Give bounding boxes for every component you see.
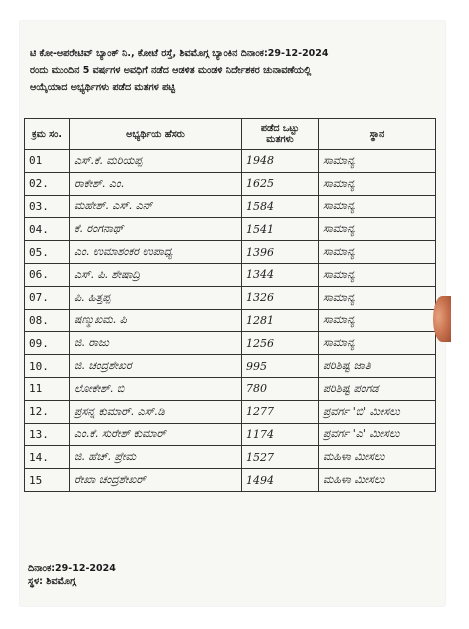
name-cell: ಮಹೇಶ್. ಎಸ್. ಎನ್ xyxy=(70,195,242,218)
category-cell: ಸಾಮಾನ್ಯ xyxy=(319,150,436,173)
votes-cell: 1527 xyxy=(242,446,319,469)
serial-cell: 15 xyxy=(25,469,70,492)
votes-cell: 1948 xyxy=(242,150,319,173)
name-cell: ರೇಖಾ ಚಂದ್ರಶೇಖರ್ xyxy=(70,469,242,492)
serial-cell: 03. xyxy=(25,195,70,218)
table-row xyxy=(25,423,436,446)
serial-cell: 13. xyxy=(25,423,70,446)
serial-cell: 11 xyxy=(25,377,70,400)
table-row xyxy=(25,469,436,492)
votes-cell: 780 xyxy=(242,377,319,400)
name-cell: ಎಸ್. ಪಿ. ಶೇಷಾದ್ರಿ xyxy=(70,263,242,286)
table-row xyxy=(25,150,436,173)
votes-cell: 1277 xyxy=(242,400,319,423)
table-row xyxy=(25,218,436,241)
votes-cell: 1174 xyxy=(242,423,319,446)
footer-place: ಸ್ಥಳ: ಶಿವಮೊಗ್ಗ xyxy=(28,576,76,587)
name-cell: ಎಂ. ಉಮಾಶಂಕರ ಉಪಾಧ್ಯ xyxy=(70,241,242,264)
table-row xyxy=(25,309,436,332)
serial-cell: 07. xyxy=(25,286,70,309)
votes-cell: 1541 xyxy=(242,218,319,241)
name-cell: ಎಸ್.ಕೆ. ಮರಿಯಪ್ಪ xyxy=(70,150,242,173)
table-row xyxy=(25,355,436,378)
heading-line-2: ರಂದು ಮುಂದಿನ 5 ವರ್ಷಗಳ ಅವಧಿಗೆ ನಡೆದ ಆಡಳಿತ ಮಂಡಳಿ ನಿರ್ದೇಶಕರ ಚುನಾವಣೆಯಲ್ಲಿ xyxy=(30,65,312,76)
votes-cell: 1584 xyxy=(242,195,319,218)
name-cell: ಪ್ರಸನ್ನ ಕುಮಾರ್. ಎಸ್.ಡಿ xyxy=(70,400,242,423)
votes-cell: 1256 xyxy=(242,332,319,355)
name-cell: ಜಿ. ಚಂದ್ರಶೇಖರ xyxy=(70,355,242,378)
table-row xyxy=(25,172,436,195)
finger-photo-edge xyxy=(433,296,451,342)
header-name: ಅಭ್ಯರ್ಥಿಯ ಹೆಸರು xyxy=(70,119,242,150)
category-cell: ಸಾಮಾನ್ಯ xyxy=(319,332,436,355)
table-row xyxy=(25,332,436,355)
table-body xyxy=(25,150,436,492)
category-cell: ಪರಿಶಿಷ್ಟ ಜಾತಿ xyxy=(319,355,436,378)
name-cell: ರಾಕೇಶ್. ಎಂ. xyxy=(70,172,242,195)
table-row xyxy=(25,377,436,400)
serial-cell: 01 xyxy=(25,150,70,173)
table-header-row xyxy=(25,119,436,150)
name-cell: ಲೋಕೇಶ್. ಬಿ xyxy=(70,377,242,400)
serial-cell: 12. xyxy=(25,400,70,423)
votes-cell: 1326 xyxy=(242,286,319,309)
votes-cell: 1281 xyxy=(242,309,319,332)
serial-cell: 06. xyxy=(25,263,70,286)
serial-cell: 14. xyxy=(25,446,70,469)
category-cell: ಪ್ರವರ್ಗ 'ಎ' ಮೀಸಲು xyxy=(319,423,436,446)
footer-date: ದಿನಾಂಕ:29-12-2024 xyxy=(28,563,116,574)
votes-cell: 1396 xyxy=(242,241,319,264)
table-row xyxy=(25,241,436,264)
serial-cell: 10. xyxy=(25,355,70,378)
serial-cell: 02. xyxy=(25,172,70,195)
heading-line-1: ಟಿ ಕೋ-ಆಪರೇಟಿವ್ ಬ್ಯಾಂಕ್ ನಿ., ಕೋಟೆ ರಸ್ತೆ, ಶಿವಮೊಗ್ಗ ಬ್ಯಾಂಕಿನ ದಿನಾಂಕ:29-12-2024 xyxy=(30,48,329,59)
name-cell: ಜಿ. ಹೆಚ್. ಪ್ರೇಮ xyxy=(70,446,242,469)
category-cell: ಪ್ರವರ್ಗ 'ಬಿ' ಮೀಸಲು xyxy=(319,400,436,423)
category-cell: ಸಾಮಾನ್ಯ xyxy=(319,218,436,241)
category-cell: ಸಾಮಾನ್ಯ xyxy=(319,241,436,264)
document-page xyxy=(20,21,445,606)
election-results-table xyxy=(24,118,436,492)
name-cell: ಷಣ್ಮುಖಮ. ಪಿ xyxy=(70,309,242,332)
votes-cell: 1344 xyxy=(242,263,319,286)
document-footer xyxy=(28,562,116,588)
header-category: ಸ್ಥಾನ xyxy=(319,119,436,150)
votes-cell: 1625 xyxy=(242,172,319,195)
votes-cell: 1494 xyxy=(242,469,319,492)
category-cell: ಸಾಮಾನ್ಯ xyxy=(319,309,436,332)
name-cell: ಪಿ. ಹಿತ್ತಪ್ಪ xyxy=(70,286,242,309)
serial-cell: 04. xyxy=(25,218,70,241)
votes-cell: 995 xyxy=(242,355,319,378)
category-cell: ಸಾಮಾನ್ಯ xyxy=(319,263,436,286)
table-row xyxy=(25,400,436,423)
heading-line-3: ಆಯ್ಕೆಯಾದ ಅಭ್ಯರ್ಥಿಗಳು ಪಡೆದ ಮತಗಳ ಪಟ್ಟಿ xyxy=(30,82,176,93)
header-serial: ಕ್ರಮ ಸಂ. xyxy=(25,119,70,150)
category-cell: ಮಹಿಳಾ ಮೀಸಲು xyxy=(319,446,436,469)
category-cell: ಮಹಿಳಾ ಮೀಸಲು xyxy=(319,469,436,492)
header-votes-line2: ಮತಗಳು xyxy=(266,134,294,145)
serial-cell: 05. xyxy=(25,241,70,264)
category-cell: ಸಾಮಾನ್ಯ xyxy=(319,172,436,195)
serial-cell: 08. xyxy=(25,309,70,332)
header-votes xyxy=(242,119,319,150)
header-votes-line1: ಪಡೆದ ಒಟ್ಟು xyxy=(260,123,300,134)
table-row xyxy=(25,195,436,218)
serial-cell: 09. xyxy=(25,332,70,355)
category-cell: ಪರಿಶಿಷ್ಟ ಪಂಗಡ xyxy=(319,377,436,400)
document-heading xyxy=(30,45,438,96)
name-cell: ಕೆ. ರಂಗನಾಥ್ xyxy=(70,218,242,241)
table-row xyxy=(25,446,436,469)
name-cell: ಜಿ. ರಾಜು xyxy=(70,332,242,355)
table-row xyxy=(25,286,436,309)
category-cell: ಸಾಮಾನ್ಯ xyxy=(319,195,436,218)
table-row xyxy=(25,263,436,286)
category-cell: ಸಾಮಾನ್ಯ xyxy=(319,286,436,309)
name-cell: ಎಂ.ಕೆ. ಸುರೇಶ್ ಕುಮಾರ್ xyxy=(70,423,242,446)
